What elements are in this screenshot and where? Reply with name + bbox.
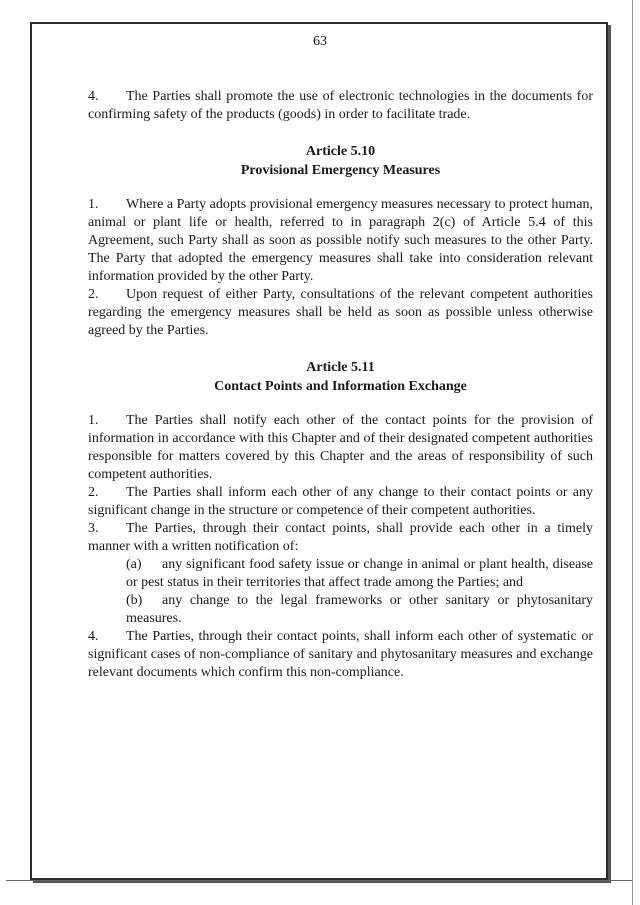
paragraph-number: 3. xyxy=(88,521,99,536)
article-5-10-paragraph-1 xyxy=(88,196,593,286)
scan-edge-bottom xyxy=(6,880,632,881)
document-body xyxy=(88,88,593,682)
scan-edge-right xyxy=(632,0,633,905)
article-5-10-subtitle: Provisional Emergency Measures xyxy=(240,163,441,178)
paragraph-text: The Parties shall inform each other of any change to their contact points or any significant change in the structure or competence of their competent authorities. xyxy=(88,485,593,518)
paragraph-text: Upon request of either Party, consultations of the relevant competent authorities regarding the emergency measures shall be held as soon as possible unless otherwise agreed by the Parties. xyxy=(88,287,593,338)
article-5-11-paragraph-4 xyxy=(88,628,593,682)
intro-paragraph xyxy=(88,88,593,124)
paragraph-number: 4. xyxy=(88,89,99,104)
paragraph-text: The Parties, through their contact points, shall inform each other of systematic or significant cases of non-compliance of sanitary and phytosanitary measures and exchange relevant documents which confirm this non-compliance. xyxy=(88,629,593,680)
article-5-11-paragraph-2 xyxy=(88,484,593,520)
subitem-label: (b) xyxy=(126,593,143,608)
paragraph-text: The Parties shall promote the use of electronic technologies in the documents for confirming safety of the products (goods) in order to facilitate trade. xyxy=(88,89,593,122)
article-5-11-paragraph-1 xyxy=(88,412,593,484)
page-number: 63 xyxy=(313,34,327,49)
article-5-10-paragraph-2 xyxy=(88,286,593,340)
paragraph-number: 1. xyxy=(88,197,99,212)
article-5-11-title: Article 5.11 xyxy=(306,360,375,375)
subitem-text: any change to the legal frameworks or other sanitary or phytosanitary measures. xyxy=(126,593,593,626)
paragraph-number: 4. xyxy=(88,629,99,644)
article-5-11-subtitle: Contact Points and Information Exchange xyxy=(214,379,467,394)
paragraph-text: The Parties, through their contact points, shall provide each other in a timely manner with a written notification of: xyxy=(88,521,593,554)
paragraph-number: 1. xyxy=(88,413,99,428)
paragraph-number: 2. xyxy=(88,485,99,500)
paragraph-text: Where a Party adopts provisional emergency measures necessary to protect human, animal or plant life or health, referred to in paragraph 2(c) of Article 5.4 of this Agreement, such Party shall as soon as possible notify such measures to the other Party. The Party that adopted the emergency measures shall take into consideration relevant information provided by the other Party. xyxy=(88,197,593,284)
paragraph-number: 2. xyxy=(88,287,99,302)
article-5-11-paragraph-3 xyxy=(88,520,593,556)
subitem-label: (a) xyxy=(126,557,142,572)
article-5-10-title: Article 5.10 xyxy=(305,144,376,159)
subitem-a xyxy=(126,556,593,592)
subitem-text: any significant food safety issue or change in animal or plant health, disease or pest status in their territories that affect trade among the Parties; and xyxy=(126,557,593,590)
paragraph-text: The Parties shall notify each other of the contact points for the provision of information in accordance with this Chapter and of their designated competent authorities responsible for matters covered by this Chapter and the areas of responsibility of such competent authorities. xyxy=(88,413,593,482)
subitem-b xyxy=(126,592,593,628)
